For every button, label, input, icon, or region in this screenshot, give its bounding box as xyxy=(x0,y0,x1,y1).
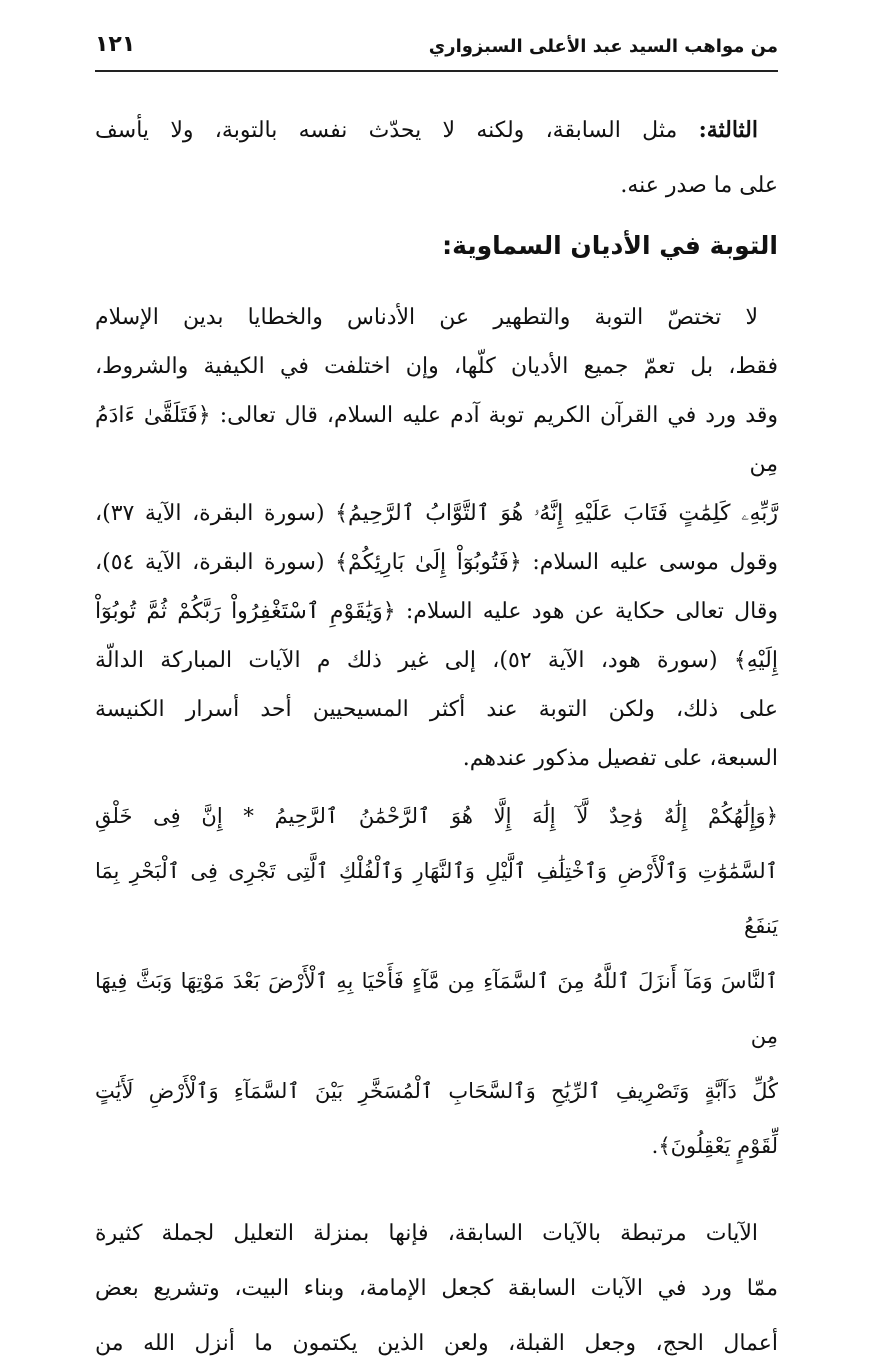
text-line: على ذلك، ولكن التوبة عند أكثر المسيحيين أحد أسرار الكنيسة xyxy=(95,697,778,722)
paragraph-repentance-religions xyxy=(95,293,778,783)
verse-line: لِّقَوْمٍ يَعْقِلُونَ﴾. xyxy=(651,1134,778,1158)
running-title: من مواهب السيد عبد الأعلى السبزواري xyxy=(428,36,778,57)
text-line: رَّبِّهِۦ كَلِمَٰتٍ فَتَابَ عَلَيْهِ إِنَّهُۥ هُوَ ٱلتَّوَّابُ ٱلرَّحِيمُ﴾ (سورة البقرة، الآية ٣٧)، xyxy=(95,501,778,526)
text-line: أعمال الحج، وجعل القبلة، ولعن الذين يكتمون ما أنزل الله من xyxy=(95,1331,778,1356)
text-line: وقد ورد في القرآن الكريم توبة آدم عليه السلام، قال تعالى: ﴿فَتَلَقَّىٰ ءَادَمُ مِن xyxy=(95,403,778,477)
text-line: إِلَيْهِ﴾ (سورة هود، الآية ٥٢)، إلى غير ذلك م الآيات المباركة الدالّة xyxy=(95,648,779,673)
text-line: وقال تعالى حكاية عن هود عليه السلام: ﴿وَيَٰقَوْمِ ٱسْتَغْفِرُواْ رَبَّكُمْ ثُمَّ تُوبُوٓاْ xyxy=(95,599,778,624)
text-line: لا تختصّ التوبة والتطهير عن الأدناس والخطايا بدين الإسلام xyxy=(95,305,758,330)
section-heading: التوبة في الأديان السماوية: xyxy=(442,231,778,260)
text-line: وقول موسى عليه السلام: ﴿فَتُوبُوٓاْ إِلَىٰ بَارِئِكُمْ﴾ (سورة البقرة، الآية ٥٤)، xyxy=(95,550,778,575)
paragraph-verses-connection xyxy=(95,1206,778,1371)
paragraph-third-type xyxy=(95,103,778,213)
text-line-content: مثل السابقة، ولكنه لا يحدّث نفسه بالتوبة، ولا يأسف xyxy=(95,118,678,143)
verse-line: ﴿وَإِلَٰهُكُمْ إِلَٰهٌ وَٰحِدٌ لَّآ إِلَٰهَ إِلَّا هُوَ ٱلرَّحْمَٰنُ ٱلرَّحِيمُ * إِنَّ فِى خَلْقِ xyxy=(95,804,778,828)
text-line: على ما صدر عنه. xyxy=(620,173,778,198)
text-line xyxy=(95,103,778,158)
verse-line: ٱلسَّمَٰوَٰتِ وَٱلْأَرْضِ وَٱخْتِلَٰفِ ٱلَّيْلِ وَٱلنَّهَارِ وَٱلْفُلْكِ ٱلَّتِى تَجْرِى فِى ٱلْبَحْرِ بِمَا يَنفَعُ xyxy=(95,859,778,938)
quran-verse-block xyxy=(95,789,778,1174)
lead-term: الثالثة: xyxy=(698,117,758,143)
text-line: فقط، بل تعمّ جميع الأديان كلّها، وإن اختلفت في الكيفية والشروط، xyxy=(95,354,778,379)
section-heading-wrap xyxy=(95,218,778,273)
verse-line: ٱلنَّاسَ وَمَآ أَنزَلَ ٱللَّهُ مِنَ ٱلسَّمَآءِ مِن مَّآءٍ فَأَحْيَا بِهِ ٱلْأَرْضَ بَعْدَ مَوْتِهَا وَبَثَّ فِيهَا مِن xyxy=(95,969,778,1048)
text-line: السبعة، على تفصيل مذكور عندهم. xyxy=(462,746,778,771)
verse-line: كُلِّ دَآبَّةٍ وَتَصْرِيفِ ٱلرِّيَٰحِ وَٱلسَّحَابِ ٱلْمُسَخَّرِ بَيْنَ ٱلسَّمَآءِ وَٱلْأَرْضِ لَأَيَٰتٍ xyxy=(95,1079,778,1103)
text-line: ممّا ورد في الآيات السابقة كجعل الإمامة، وبناء البيت، وتشريع بعض xyxy=(95,1276,778,1301)
text-line: الآيات مرتبطة بالآيات السابقة، فإنها بمنزلة التعليل لجملة كثيرة xyxy=(95,1221,758,1246)
page-number: ١٢١ xyxy=(95,32,136,57)
page-header xyxy=(95,30,778,72)
